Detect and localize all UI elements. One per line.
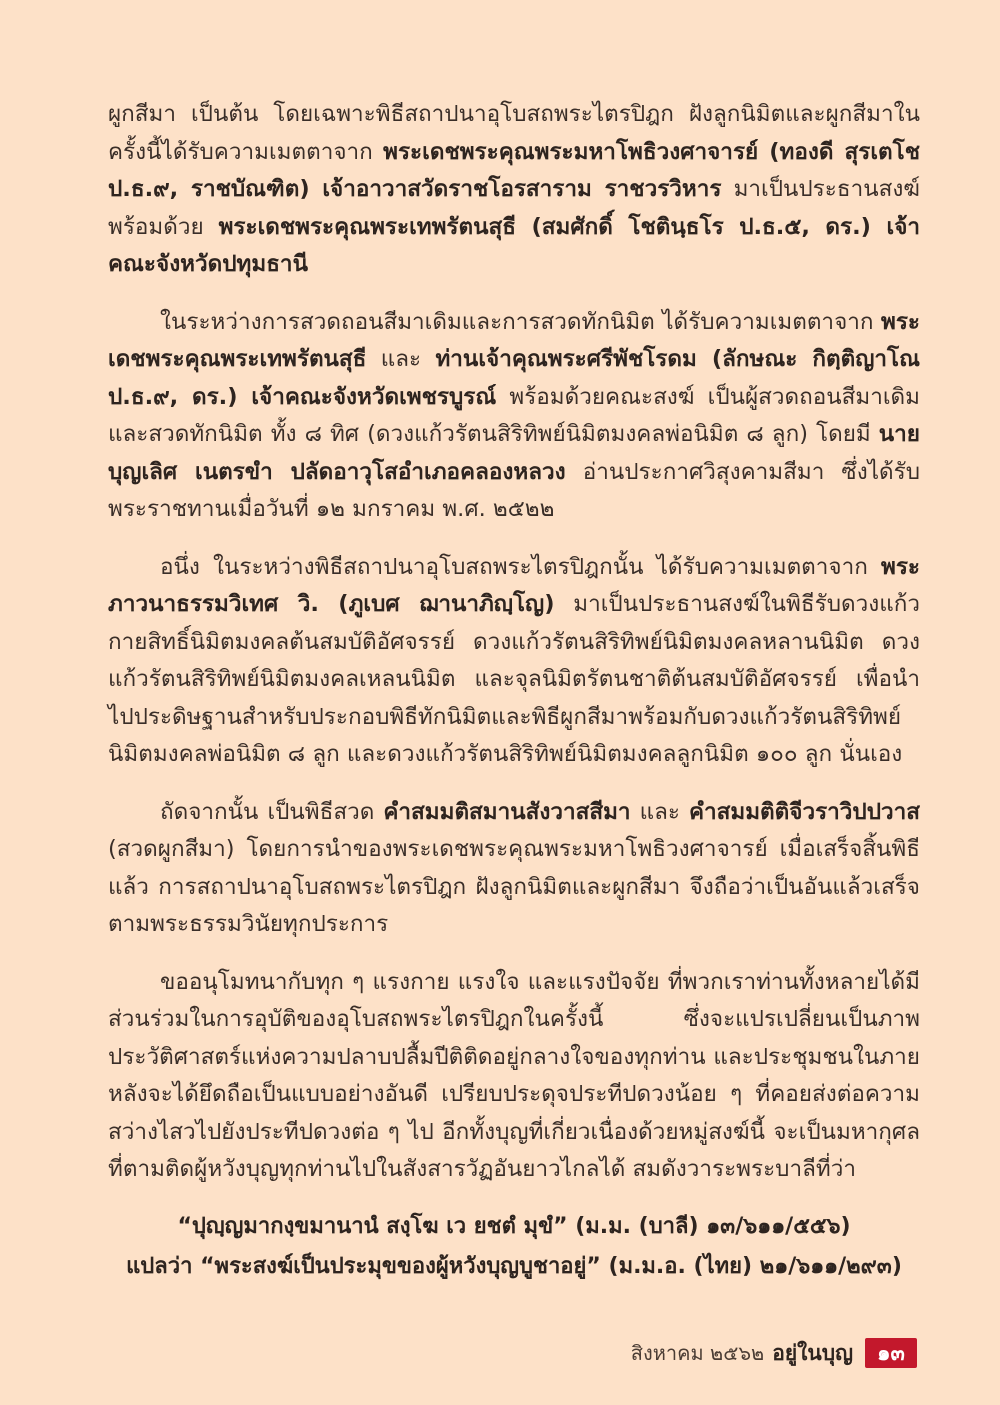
paragraph-2 bbox=[108, 304, 920, 529]
p2-bold-1: พระเดชพระคุณพระเทพรัตนสุธี bbox=[108, 308, 920, 372]
p3-text-2: มาเป็นประธานสงฆ์ในพิธีรับดวงแก้วกายสิทธิ์นิมิตมงคลต้นสมบัติอัศจรรย์ ดวงแก้วรัตนสิริทิพย์นิมิตมงคลหลานนิมิต ดวงแก้วรัตนสิริทิพย์นิมิตมงคลเหลนนิมิต และจุลนิมิตรัตนชาติต้นสมบัติอัศจรรย์ เพื่อนำไปประดิษฐานสำหรับประกอบพิธีทักนิมิตและพิธีผูกสีมาพร้อมกับดวงแก้วรัตนสิริทิพย์นิมิตมงคลพ่อนิมิต ๘ ลูก และดวงแก้วรัตนสิริทิพย์นิมิตมงคลลูกนิมิต ๑๐๐ ลูก นั่นเอง bbox=[108, 591, 920, 767]
magazine-name: อยู่ในบุญ bbox=[772, 1340, 853, 1365]
pali-quote-translation: แปลว่า “พระสงฆ์เป็นประมุขของผู้หวังบุญบูชาอยู่” (ม.ม.อ. (ไทย) ๒๑/๖๑๑/๒๙๓) bbox=[126, 1253, 902, 1279]
p2-text-4: อ่านประกาศวิสุงคามสีมา ซึ่งได้รับพระราชทานเมื่อวันที่ ๑๒ มกราคม พ.ศ. ๒๕๒๒ bbox=[108, 458, 920, 522]
article-body bbox=[108, 96, 920, 1285]
p2-text-1: ในระหว่างการสวดถอนสีมาเดิมและการสวดทักนิมิต ได้รับความเมตตาจาก bbox=[160, 308, 881, 335]
page-number-badge: ๑๓ bbox=[865, 1338, 917, 1368]
p1-text-1: ผูกสีมา เป็นต้น โดยเฉพาะพิธีสถาปนาอุโบสถพระไตรปิฎก ฝังลูกนิมิตและผูกสีมาในครั้งนี้ได้รับความเมตตาจาก bbox=[108, 101, 920, 165]
issue-date: สิงหาคม ๒๕๖๒ bbox=[630, 1341, 765, 1365]
page-footer bbox=[631, 1336, 917, 1370]
p4-bold-2: คำสมมติติจีวราวิปปวาส bbox=[688, 798, 920, 825]
p3-text-1: อนึ่ง ในระหว่างพิธีสถาปนาอุโบสถพระไตรปิฎกนั้น ได้รับความเมตตาจาก bbox=[160, 553, 881, 580]
p2-text-2: และ bbox=[366, 346, 436, 372]
paragraph-4 bbox=[108, 794, 920, 944]
p1-bold-2: พระเดชพระคุณพระเทพรัตนสุธี (สมศักดิ์ โชตินฺธโร ป.ธ.๕, ดร.) เจ้าคณะจังหวัดปทุมธานี bbox=[108, 213, 921, 277]
p2-text-3: พร้อมด้วยคณะสงฆ์ เป็นผู้สวดถอนสีมาเดิมและสวดทักนิมิต ทั้ง ๘ ทิศ (ดวงแก้วรัตนสิริทิพย์นิมิตมงคลพ่อนิมิต ๘ ลูก) โดยมี bbox=[108, 383, 921, 447]
paragraph-1 bbox=[108, 96, 920, 284]
paragraph-3 bbox=[108, 549, 920, 774]
pali-quote: “ปุญฺญมากงฺขมานานํ สงฺโฆ เว ยชตํ มุขํ” (ม.ม. (บาลี) ๑๓/๖๑๑/๕๕๖) bbox=[177, 1213, 851, 1239]
p1-text-2: มาเป็นประธานสงฆ์ พร้อมด้วย bbox=[108, 176, 921, 240]
p1-bold-1: พระเดชพระคุณพระมหาโพธิวงศาจารย์ (ทองดี สุรเตโช ป.ธ.๙, ราชบัณฑิต) เจ้าอาวาสวัดราชโอรสาราม ราชวรวิหาร bbox=[108, 138, 920, 202]
p4-text-3: (สวดผูกสีมา) โดยการนำของพระเดชพระคุณพระมหาโพธิวงศาจารย์ เมื่อเสร็จสิ้นพิธีแล้ว การสถาปนาอุโบสถพระไตรปิฎก ฝังลูกนิมิตและผูกสีมา จึงถือว่าเป็นอันแล้วเสร็จตามพระธรรมวินัยทุกประการ bbox=[108, 836, 920, 937]
p2-bold-3: นายบุญเลิศ เนตรขำ ปลัดอาวุโสอำเภอคลองหลวง bbox=[108, 421, 920, 485]
p3-bold-1: พระภาวนาธรรมวิเทศ วิ. (ภูเบศ ฌานาภิญฺโญ) bbox=[108, 553, 920, 617]
p4-bold-1: คำสมมติสมานสังวาสสีมา bbox=[383, 798, 631, 825]
p4-text-1: ถัดจากนั้น เป็นพิธีสวด bbox=[160, 798, 384, 825]
p4-text-2: และ bbox=[630, 798, 689, 825]
p2-bold-2: ท่านเจ้าคุณพระศรีพัชโรดม (ลักษณะ กิตฺติญาโณ ป.ธ.๙, ดร.) เจ้าคณะจังหวัดเพชรบูรณ์ bbox=[108, 346, 920, 410]
p5-text-1: ขออนุโมทนากับทุก ๆ แรงกาย แรงใจ และแรงปัจจัย ที่พวกเราท่านทั้งหลายได้มีส่วนร่วมในการอุบัติของอุโบสถพระไตรปิฎกในครั้งนี้ ซึ่งจะแปรเปลี่ยนเป็นภาพประวัติศาสตร์แห่งความปลาบปลื้มปีติติดอยู่กลางใจของทุกท่าน และประชุมชนในภายหลังจะได้ยึดถือเป็นแบบอย่างอันดี เปรียบประดุจประทีปดวงน้อย ๆ ที่คอยส่งต่อความสว่างไสวไปยังประทีปดวงต่อ ๆ ไป อีกทั้งบุญที่เกี่ยวเนื่องด้วยหมู่สงฆ์นี้ จะเป็นมหากุศลที่ตามติดผู้หวังบุญทุกท่านไปในสังสารวัฏอันยาวไกลได้ สมดังวาระพระบาลีที่ว่า bbox=[108, 968, 920, 1182]
paragraph-5 bbox=[108, 964, 920, 1189]
